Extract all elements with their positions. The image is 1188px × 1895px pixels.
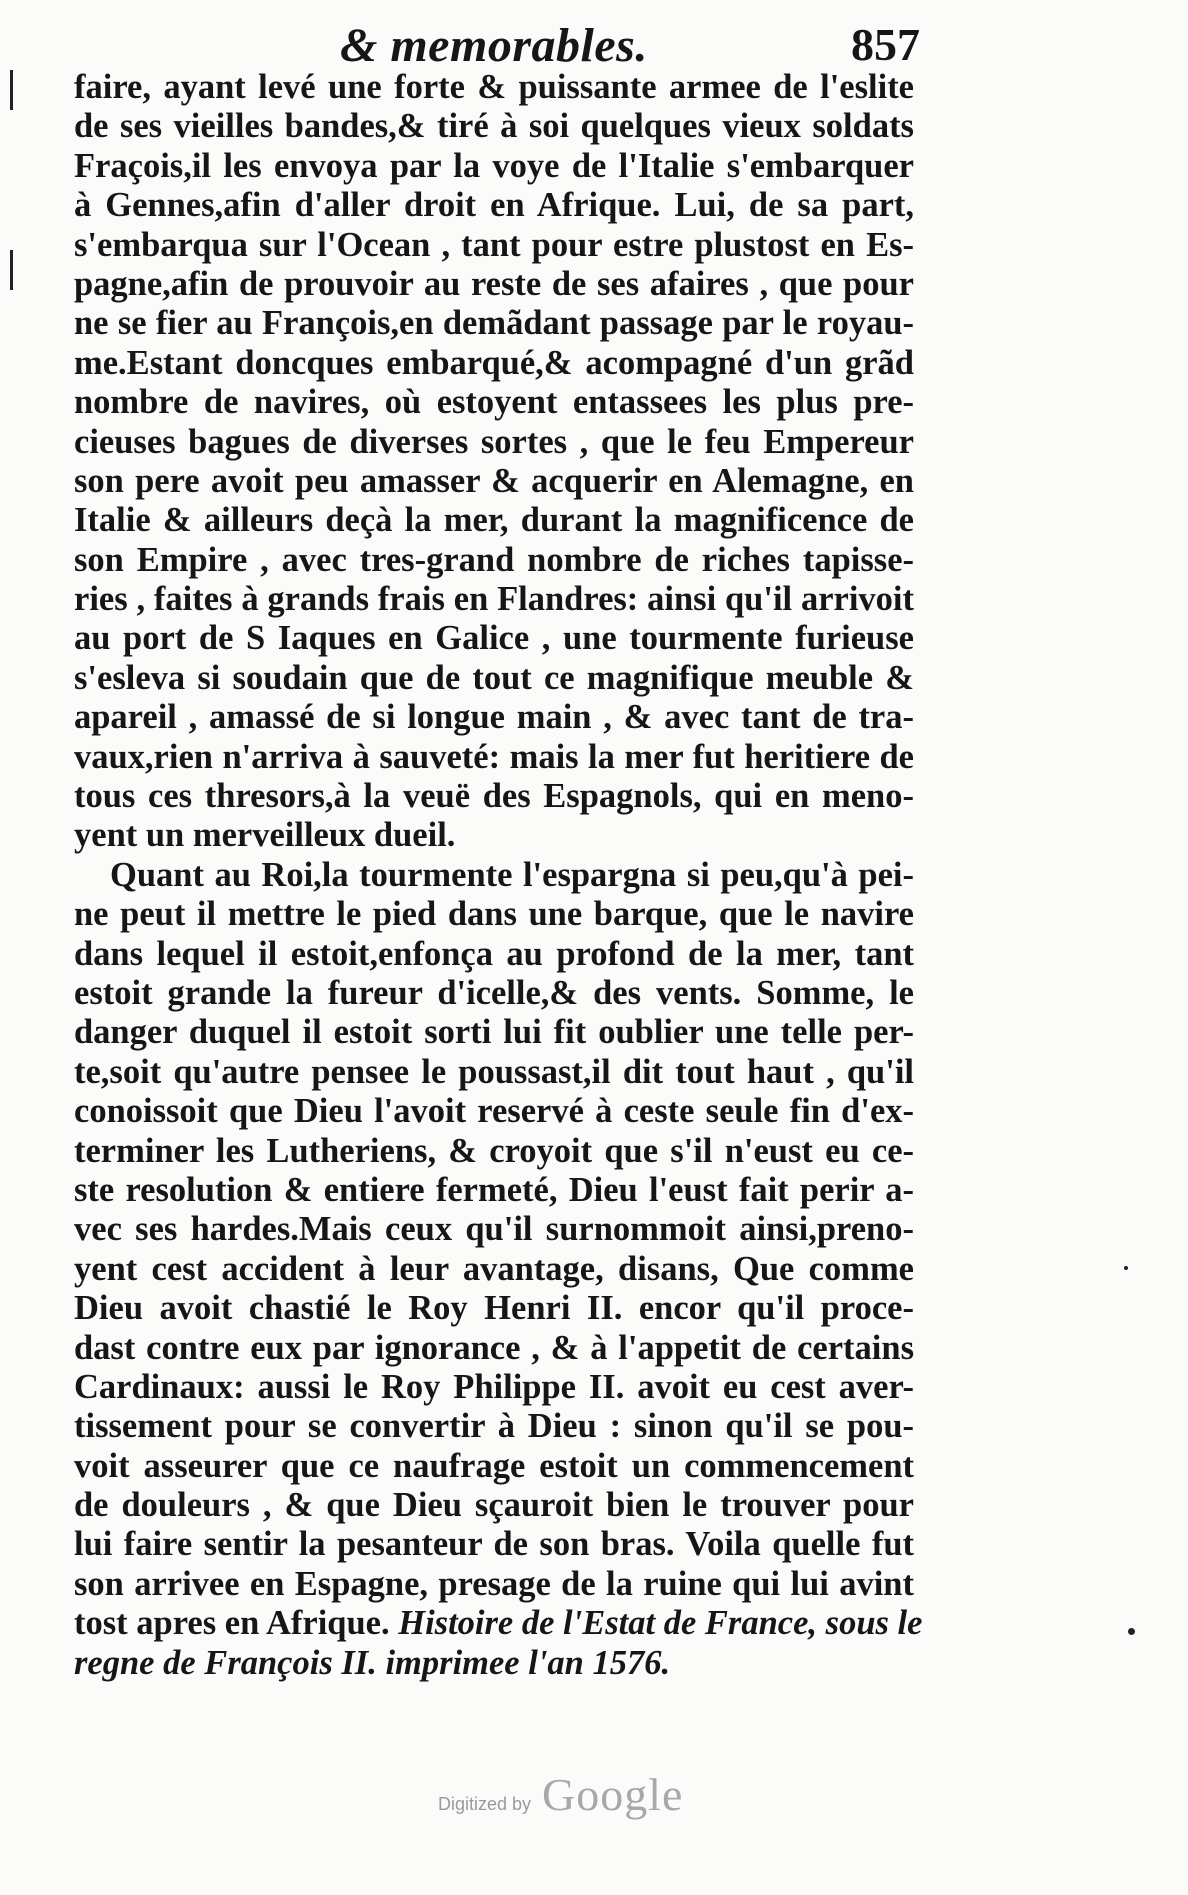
text-line: tous ces thresors,à la veuë des Espagnols, qui en meno-: [74, 777, 914, 816]
text-line: de ses vieilles bandes,& tiré à soi quelques vieux soldats: [74, 107, 914, 146]
margin-mark: [10, 250, 13, 290]
text-line: dans lequel il estoit,enfonça au profond de la mer, tant: [74, 934, 914, 973]
text-line: ne peut il mettre le pied dans une barque, que le navire: [74, 895, 914, 934]
text-line: de douleurs , & que Dieu sçauroit bien le trouver pour: [74, 1486, 914, 1525]
citation-text: Histoire de l'Estat de France, sous le: [398, 1604, 923, 1643]
text-line: [74, 1604, 923, 1643]
text-line: lui faire sentir la pesanteur de son bras. Voila quelle fut: [74, 1525, 914, 1564]
citation-text: regne de François II. imprimee l'an 1576.: [74, 1643, 671, 1682]
text-line: à Gennes,afin d'aller droit en Afrique. Lui, de sa part,: [74, 186, 914, 225]
text-line: vec ses hardes.Mais ceux qu'il surnommoit ainsi,preno-: [74, 1210, 914, 1249]
text-line: Quant au Roi,la tourmente l'espargna si peu,qu'à pei-: [110, 855, 914, 894]
text-line: conoissoit que Dieu l'avoit reservé à ceste seule fin d'ex-: [74, 1092, 914, 1131]
text-span: tost apres en Afrique.: [74, 1604, 390, 1643]
margin-dot: [1128, 1628, 1135, 1635]
text-line: s'esleva si soudain que de tout ce magnifique meuble &: [74, 658, 914, 697]
text-line: dast contre eux par ignorance , & à l'appetit de certains: [74, 1328, 914, 1367]
text-line: Italie & ailleurs deçà la mer, durant la magnificence de: [74, 501, 914, 540]
main-text: [74, 68, 923, 1683]
text-line: nombre de navires, où estoyent entassees les plus pre-: [74, 383, 914, 422]
text-line: te,soit qu'autre pensee le poussast,il dit tout haut , qu'il: [74, 1052, 914, 1091]
text-line: son arrivee en Espagne, presage de la ruine qui lui avint: [74, 1564, 914, 1603]
text-line: apareil , amassé de si longue main , & avec tant de tra-: [74, 698, 914, 737]
page-number: 857: [851, 19, 920, 70]
text-line: me.Estant doncques embarqué,& acompagné d'un grãd: [74, 343, 914, 382]
margin-dot: [1124, 1266, 1128, 1270]
text-line: danger duquel il estoit sorti lui fit oublier une telle per-: [74, 1013, 914, 1052]
text-line: faire, ayant levé une forte & puissante armee de l'eslite: [74, 68, 914, 106]
text-line: son pere avoit peu amasser & acquerir en Alemagne, en: [74, 461, 914, 500]
text-line: [74, 1644, 914, 1683]
text-line: au port de S Iaques en Galice , une tourmente furieuse: [74, 619, 914, 658]
text-line: cieuses bagues de diverses sortes , que le feu Empereur: [74, 422, 914, 461]
text-line: estoit grande la fureur d'icelle,& des vents. Somme, le: [74, 973, 914, 1012]
digitized-label: Digitized by: [438, 1794, 532, 1814]
text-line: terminer les Lutheriens, & croyoit que s'il n'eust eu ce-: [74, 1131, 914, 1170]
text-line: son Empire , avec tres-grand nombre de riches tapisse-: [74, 540, 914, 579]
text-line: ries , faites à grands frais en Flandres: ainsi qu'il arrivoit: [74, 580, 914, 619]
margin-mark: [10, 70, 13, 110]
text-line: voit asseurer que ce naufrage estoit un commencement: [74, 1446, 914, 1485]
running-title: & memorables.: [340, 19, 648, 72]
text-line: pagne,afin de prouvoir au reste de ses afaires , que pour: [74, 264, 914, 303]
google-logo: Google: [542, 1769, 684, 1820]
digitized-watermark: [438, 1768, 738, 1828]
text-line: Dieu avoit chastié le Roy Henri II. encor qu'il proce-: [74, 1289, 914, 1328]
text-line: vaux,rien n'arriva à sauveté: mais la mer fut heritiere de: [74, 737, 914, 776]
text-line: Fraçois,il les envoya par la voye de l'Italie s'embarquer: [74, 146, 914, 185]
text-line: s'embarqua sur l'Ocean , tant pour estre plustost en Es-: [74, 225, 914, 264]
text-line: tissement pour se convertir à Dieu : sinon qu'il se pou-: [74, 1407, 914, 1446]
text-line: ste resolution & entiere fermeté, Dieu l'eust fait perir a-: [74, 1170, 914, 1209]
text-line: Cardinaux: aussi le Roy Philippe II. avoit eu cest aver-: [74, 1367, 914, 1406]
text-line: ne se fier au François,en demãdant passage par le royau-: [74, 304, 914, 343]
text-line: yent cest accident à leur avantage, disans, Que comme: [74, 1249, 914, 1288]
text-line: yent un merveilleux dueil.: [74, 816, 456, 855]
